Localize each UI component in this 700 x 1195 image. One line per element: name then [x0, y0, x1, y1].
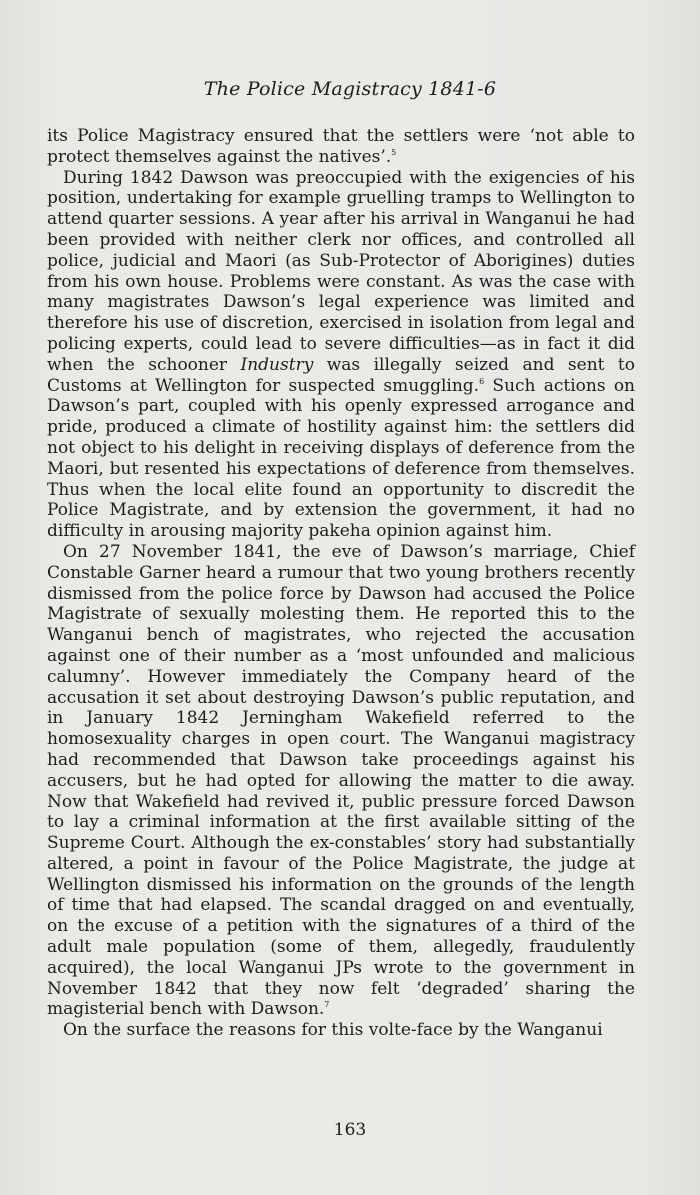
paragraph-2-text-a: During 1842 Dawson was preoccupied with the exigencies of his position, undertaking for example gruelling tramps to Wellington to attend quarter sessions. A year after his arrival in Wanganui he had been provided with neither clerk nor offices, and controlled all police, judicial and Maori (as Sub-Protector of Aborigines) duties from his own house. Problems were constant. As was the case with many magistrates Dawson’s legal experience was limited and therefore his use of discretion, exercised in isolation from legal and policing experts, could lead to severe difficulties—as in fact it did when the schooner — [47, 167, 635, 375]
body-text — [47, 126, 635, 1041]
paragraph-3-text: On 27 November 1841, the eve of Dawson’s marriage, Chief Constable Garner heard a rumour that two young brothers recently dismissed from the police force by Dawson had accused the Police Magistrate of sexually molesting them. He reported this to the Wanganui bench of magistrates, who rejected the accusation against one of their number as a ‘most unfounded and malicious calumny’. However immediately the Company heard of the accusation it set about destroying Dawson’s public reputation, and in January 1842 Jerningham Wakefield referred to the homosexuality charges in open court. The Wanganui magistracy had recommended that Dawson take proceedings against his accusers, but he had opted for allowing the matter to die away. Now that Wakefield had revived it, public pressure forced Dawson to lay a criminal information at the first available sitting of the Supreme Court. Although the ex-constables’ story had substantially altered, a point in favour of the Police Magistrate, the judge at Wellington dismissed his information on the grounds of the length of time that had elapsed. The scandal dragged on and eventually, on the excuse of a petition with the signatures of a third of the adult male population (some of them, allegedly, fraudulently acquired), the local Wanganui JPs wrote to the government in November 1842 that they now felt ‘degraded’ sharing the magisterial bench with Dawson. — [47, 541, 635, 1020]
footnote-ref-7: 7 — [324, 1000, 330, 1010]
page-number: 163 — [333, 1120, 367, 1140]
paragraph-1 — [47, 126, 635, 168]
paragraph-2 — [47, 168, 635, 542]
paragraph-4-text: On the surface the reasons for this volte-face by the Wanganui — [63, 1020, 603, 1041]
paragraph-2-text-b: was illegally seized and sent to Customs at Wellington for suspected smuggling. — [47, 354, 635, 396]
paragraph-1-text: its Police Magistracy ensured that the settlers were ‘not able to protect themselves against the natives’. — [47, 126, 635, 167]
footnote-ref-6: 6 — [479, 376, 485, 386]
running-head: The Police Magistracy 1841-6 — [203, 78, 497, 100]
paragraph-3 — [47, 542, 635, 1020]
footnote-ref-5: 5 — [391, 147, 397, 157]
ship-name: Industry — [240, 354, 314, 375]
paragraph-2-text-c: Such actions on Dawson’s part, coupled with his openly expressed arrogance and pride, produced a climate of hostility against him: the settlers did not object to his delight in receiving displays of deference from the Maori, but resented his expectations of deference from themselves. Thus when the local elite found an opportunity to discredit the Police Magistrate, and by extension the government, it had no difficulty in arousing majority pakeha opinion against him. — [47, 375, 636, 542]
paragraph-4 — [47, 1020, 635, 1041]
